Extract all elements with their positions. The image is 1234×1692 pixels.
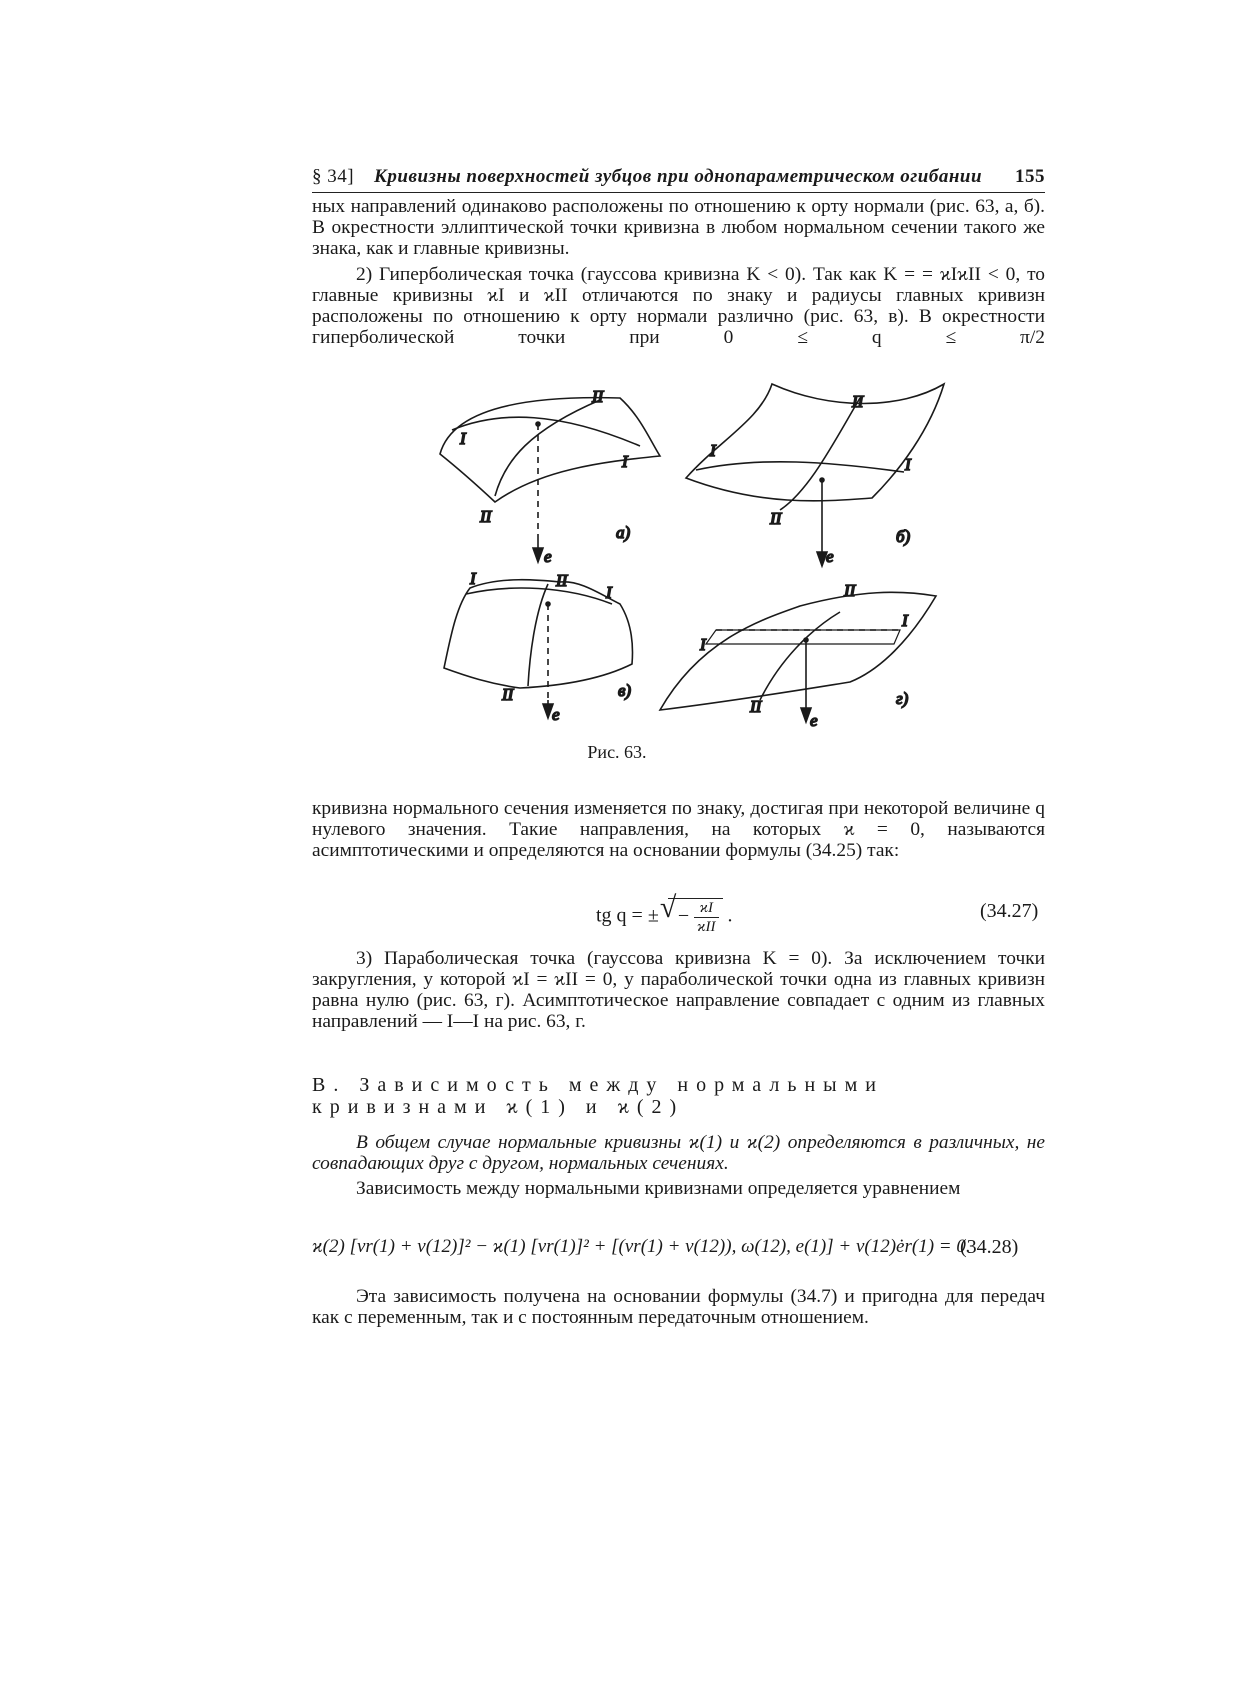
- equation-34-27-sqrt: √ − ϰI ϰII: [668, 898, 723, 936]
- paragraph-2: 2) Гиперболическая точка (гауссова кривизна K < 0). Так как K = = ϰIϰII < 0, то главные кривизны ϰI и ϰII отличаются по знаку и радиусы главных кривизн расположены по отношению к орту нормали различно (рис. 63, в). В окрестности гиперболической точки при 0 ≤ q ≤ π/2: [312, 264, 1045, 348]
- label-II-a-bottom: II: [480, 507, 492, 526]
- label-II-g-top: II: [844, 581, 856, 600]
- header-section-number: § 34]: [312, 166, 355, 187]
- label-e-g: e: [810, 711, 818, 730]
- equation-34-27-denominator: ϰII: [697, 919, 716, 935]
- figure-panel-b: [686, 384, 944, 566]
- panel-label-g: г): [896, 689, 909, 708]
- paragraph-4: 3) Параболическая точка (гауссова кривизна K = 0). За исключением точки закругления, у которой ϰI = ϰII = 0, у параболической точки одна из главных кривизн равна нулю (рис. 63, г). Асимптотическое направление совпадает с одним из главных направлений — I—I на рис. 63, г.: [312, 948, 1045, 1032]
- equation-34-27-lhs: tg q = ±: [596, 904, 659, 927]
- paragraph-6: Зависимость между нормальными кривизнами определяется уравнением: [356, 1178, 961, 1199]
- label-I-a-left: I: [460, 429, 466, 448]
- label-II-a-top: II: [592, 387, 604, 406]
- label-I-a-right: I: [622, 452, 628, 471]
- equation-number-34-27: (34.27): [980, 900, 1039, 922]
- figure-63: [0, 0, 1234, 740]
- equation-34-28: ϰ(2) [vr(1) + v(12)]² − ϰ(1) [vr(1)]² + [(vr(1) + v(12)), ω(12), e(1)] + v(12)ėr(1) = 0.: [312, 1236, 971, 1257]
- label-I-b-left: I: [710, 441, 716, 460]
- figure-caption: Рис. 63.: [587, 742, 647, 762]
- label-I-v-left: I: [470, 569, 476, 588]
- label-e-b: e: [826, 547, 834, 566]
- figure-panel-g: [660, 581, 936, 730]
- label-I-b-right: I: [905, 455, 911, 474]
- section-heading-line-1: В. Зависимость между нормальными: [312, 1074, 884, 1096]
- panel-label-v: в): [618, 681, 632, 700]
- label-II-g-bottom: II: [750, 697, 762, 716]
- equation-number-34-28: (34.28): [960, 1236, 1019, 1258]
- label-I-v-right: I: [606, 583, 612, 602]
- label-II-b-top: II: [852, 392, 864, 411]
- label-II-b-bottom: II: [770, 509, 782, 528]
- figure-panel-v: [444, 569, 633, 724]
- label-e-v: e: [552, 705, 560, 724]
- label-e-a: e: [544, 547, 552, 566]
- page-number: 155: [1015, 166, 1045, 187]
- section-heading-line-2: кривизнами ϰ(1) и ϰ(2): [312, 1096, 685, 1118]
- section-heading: [312, 1074, 1045, 1118]
- label-II-v-bottom: II: [502, 685, 514, 704]
- label-I-g-right: I: [902, 611, 908, 630]
- label-II-v-top: II: [556, 571, 568, 590]
- equation-34-27-numerator: ϰI: [694, 899, 718, 918]
- label-I-g-left: I: [700, 635, 706, 654]
- paragraph-3: кривизна нормального сечения изменяется по знаку, достигая при некоторой величине q нулевого значения. Такие направления, на которых ϰ = 0, называются асимптотическими и определяются на основании формулы (34.25) так:: [312, 798, 1045, 861]
- paragraph-1: ных направлений одинаково расположены по отношению к орту нормали (рис. 63, а, б). В окрестности эллиптической точки кривизна в любом нормальном сечении такого же знака, как и главные кривизны.: [312, 196, 1045, 259]
- paragraph-7: Эта зависимость получена на основании формулы (34.7) и пригодна для передач как с переменным, так и с постоянным передаточным отношением.: [312, 1286, 1045, 1328]
- equation-34-27: tg q = ± √ − ϰI ϰII .: [596, 891, 733, 935]
- figure-panel-a: [440, 387, 660, 566]
- panel-label-b: б): [896, 527, 911, 546]
- panel-label-a: а): [616, 523, 631, 542]
- paragraph-5: В общем случае нормальные кривизны ϰ(1) и ϰ(2) определяются в различных, не совпадающих друг с другом, нормальных сечениях.: [312, 1132, 1045, 1174]
- header-title: Кривизны поверхностей зубцов при однопараметрическом огибании: [374, 166, 983, 187]
